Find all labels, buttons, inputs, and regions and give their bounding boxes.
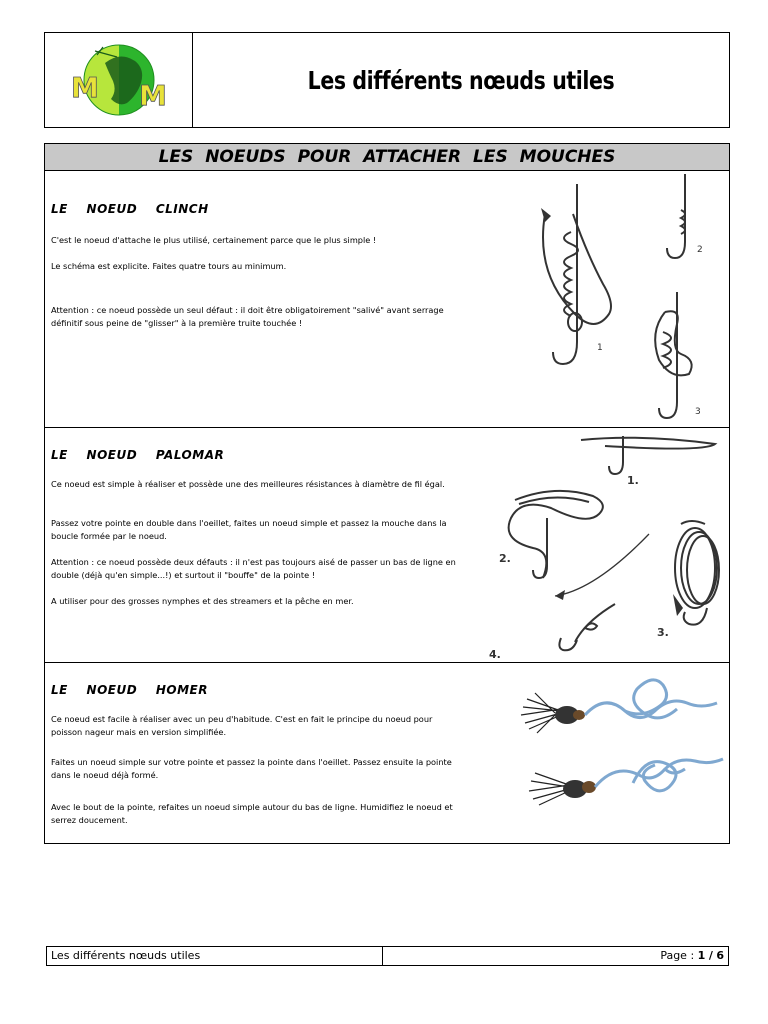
section-banner: LES NOEUDS POUR ATTACHER LES MOUCHES <box>45 144 729 171</box>
homer-section <box>45 663 729 844</box>
figure-label: 1. <box>627 474 639 487</box>
footer-title: Les différents nœuds utiles <box>47 947 383 965</box>
paragraph: Passez votre pointe en double dans l'oeillet, faites un noeud simple et passez la mouche dans la boucle formée par le noeud. <box>51 518 447 541</box>
paragraph: Ce noeud est facile à réaliser avec un peu d'habitude. C'est en fait le principe du noeud pour poisson nageur mais en version simplifiée. <box>51 714 433 737</box>
page-current: 1 <box>697 949 706 962</box>
section-title: LE NOEUD CLINCH <box>51 202 209 216</box>
homer-diagram <box>515 663 729 844</box>
figure-label: 3. <box>657 626 669 639</box>
paragraph: C'est le noeud d'attache le plus utilisé, certainement parce que le plus simple ! <box>51 235 377 245</box>
clinch-diagram <box>535 172 725 428</box>
page-label: Page : <box>660 949 695 962</box>
svg-text:M: M <box>139 79 167 112</box>
paragraph: Faites un noeud simple sur votre pointe et passez la pointe dans l'oeillet. Passez ensuite la pointe dans le noeud déjà formé. <box>51 757 452 780</box>
page-number <box>383 947 728 965</box>
paragraph: Attention : ce noeud possède deux défauts : il n'est pas toujours aisé de passer un bas de ligne en double (déjà qu'en simple...!) et surtout il "bouffe" de la pointe ! <box>51 557 456 580</box>
club-logo <box>45 33 193 127</box>
palomar-section <box>45 428 729 663</box>
palomar-diagram <box>485 428 725 663</box>
page-footer <box>46 946 729 966</box>
figure-label: 2 <box>697 245 703 255</box>
paragraph: Ce noeud est simple à réaliser et possède une des meilleures résistances à diamètre de fil égal. <box>51 479 445 489</box>
paragraph: A utiliser pour des grosses nymphes et des streamers et la pêche en mer. <box>51 596 354 606</box>
svg-text:M: M <box>71 71 99 104</box>
page-total: 6 <box>716 949 724 962</box>
paragraph: Avec le bout de la pointe, refaites un noeud simple autour du bas de ligne. Humidifiez le noeud et serrez doucement. <box>51 802 453 825</box>
page-separator: / <box>708 949 713 962</box>
figure-label: 1 <box>597 343 603 353</box>
figure-label: 2. <box>499 552 511 565</box>
paragraph: Le schéma est explicite. Faites quatre tours au minimum. <box>51 261 287 271</box>
paragraph: Attention : ce noeud possède un seul défaut : il doit être obligatoirement "salivé" avant serrage définitif sous peine de "glisser" à la première truite touchée ! <box>51 305 444 328</box>
page-header <box>44 32 730 128</box>
section-title: LE NOEUD PALOMAR <box>51 448 225 462</box>
figure-label: 4. <box>489 648 501 661</box>
section-title: LE NOEUD HOMER <box>51 683 208 697</box>
knots-table <box>44 143 730 844</box>
clinch-section <box>45 172 729 428</box>
page-title: Les différents nœuds utiles <box>307 65 615 95</box>
logo-cell <box>45 33 193 127</box>
figure-label: 3 <box>695 407 701 417</box>
